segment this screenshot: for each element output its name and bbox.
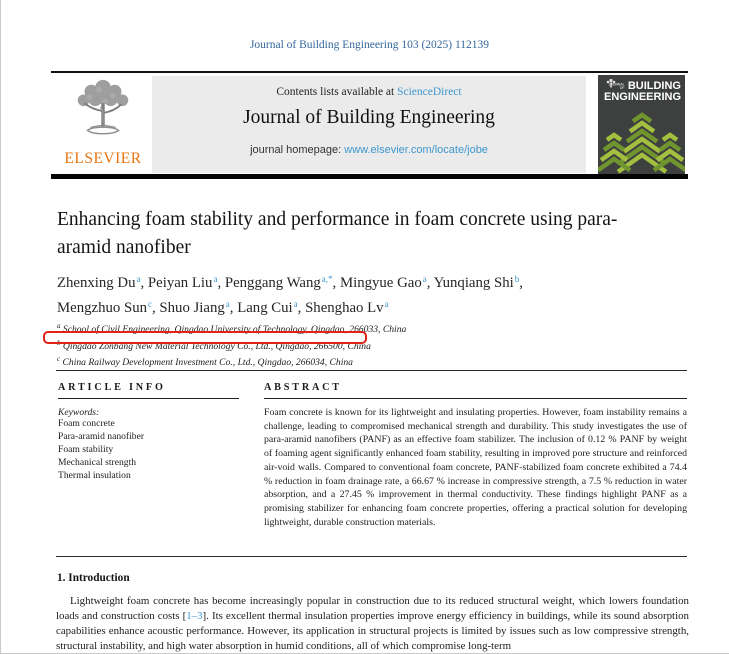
journal-cover-thumbnail[interactable]	[598, 75, 685, 177]
article-info-column	[58, 382, 250, 483]
affiliation-superscript: b	[57, 338, 61, 347]
section-divider-bottom	[56, 556, 687, 557]
author-name: Peiyan Liu	[147, 275, 213, 291]
introduction-text-after: ]. Its excellent thermal insulation properties improve energy efficiency in buildings, while its sound absorption capabilities enhance acoustic performance. However, its application in structural projects is limited by issues such as low compressive strength, structural instability, and high water absorption in humid conditions, all of which compromise long-term	[56, 610, 689, 653]
keywords-label: Keywords:	[58, 407, 100, 418]
author	[237, 300, 305, 316]
cover-journal-of-line1: JOURNAL	[608, 82, 625, 87]
affiliations	[57, 320, 637, 370]
elsevier-tree-icon	[69, 76, 137, 144]
author-affiliation-superscript[interactable]: a	[136, 274, 141, 284]
affiliation-text: Qingdao Zonbang New Material Technology Co., Ltd., Qingdao, 266500, China	[62, 340, 371, 352]
author-name: Mengzhuo Sun	[57, 300, 148, 316]
keyword: Para-aramid nanofiber	[58, 430, 145, 442]
author-affiliation-superscript[interactable]: c	[148, 299, 153, 309]
author-name: Penggang Wang	[224, 275, 321, 291]
homepage-line	[152, 144, 586, 156]
author	[148, 275, 225, 291]
author-affiliation-superscript[interactable]: a	[384, 299, 389, 309]
reference-link[interactable]: 1–3	[186, 610, 203, 623]
abstract-text: Foam concrete is known for its lightweight and insulating properties. However, foam instability remains a challenge, leading to compromised mechanical strength and durability. This study investigates the use of para-aramid nanofibers (PANF) as an effective foam stabilizer. The inclusion of 0.12 % PANF by weight of foaming agent significantly enhanced foam stability, resulting in improved pore structure and reinforced air-void walls. Compared to conventional foam concrete, PANF-stabilized foam concrete exhibited a 74.4 % reduction in foam drainage rate, a 66.67 % increase in compressive strength, a 7.5 % reduction in water absorption, and a 27.45 % improvement in thermal conductivity. These findings highlight PANF as a promising stabilizer for enhancing foam concrete properties, offering a practical solution for developing lightweight, durable construction materials.	[264, 407, 687, 528]
abstract-heading: ABSTRACT	[264, 382, 342, 393]
cover-art	[598, 75, 685, 177]
article-info-heading-rule	[58, 398, 239, 399]
article-title: Enhancing foam stability and performance in foam concrete using para-aramid nanofiber	[57, 209, 618, 258]
article-info-heading: ARTICLE INFO	[58, 382, 166, 393]
author-name: Shuo Jiang	[159, 300, 225, 316]
affiliation-text: China Railway Development Investment Co., Ltd., Qingdao, 266034, China	[62, 357, 353, 368]
cover-title-line2: ENGINEERING	[603, 91, 681, 103]
author	[225, 275, 340, 291]
header-divider-bar	[51, 174, 688, 179]
affiliation-superscript: a	[57, 322, 61, 330]
header-top-rule	[51, 71, 688, 73]
journal-citation: Journal of Building Engineering 103 (2025) 112139	[249, 39, 490, 51]
affiliation-line	[57, 337, 637, 354]
affiliation-line	[57, 353, 637, 370]
sciencedirect-link[interactable]: ScienceDirect	[397, 86, 462, 98]
keywords-list	[58, 418, 250, 483]
abstract-heading-rule	[264, 398, 687, 399]
introduction-paragraph	[56, 594, 689, 654]
author-affiliation-superscript[interactable]: a	[422, 274, 427, 284]
author-name: Zhenxing Du	[57, 275, 136, 291]
author-name: Mingyue Gao	[339, 275, 422, 291]
author-affiliation-superscript[interactable]: a	[225, 299, 230, 309]
author	[340, 275, 434, 291]
author-name: Yunqiang Shi	[433, 275, 514, 291]
author-affiliation-superscript[interactable]: a	[213, 274, 218, 284]
author	[57, 275, 148, 291]
author	[159, 300, 237, 316]
author	[305, 300, 389, 316]
elsevier-wordmark: ELSEVIER	[64, 150, 142, 167]
author-affiliation-superscript[interactable]: a,*	[321, 274, 333, 284]
contents-line	[152, 76, 586, 98]
keyword: Foam concrete	[58, 418, 115, 429]
masthead-box	[152, 76, 586, 173]
homepage-link[interactable]: www.elsevier.com/locate/jobe	[344, 144, 488, 156]
elsevier-logo[interactable]	[57, 76, 149, 168]
authors-line	[57, 269, 557, 319]
keyword: Mechanical strength	[58, 456, 137, 468]
author	[57, 300, 159, 316]
introduction-heading: 1. Introduction	[57, 572, 130, 584]
author	[434, 275, 523, 291]
keyword: Foam stability	[58, 443, 114, 455]
cover-journal-of-line2: OF	[619, 86, 625, 91]
homepage-prefix: journal homepage:	[250, 144, 345, 156]
affiliation-line	[57, 320, 637, 337]
section-divider-top	[56, 370, 687, 371]
abstract-column	[264, 382, 687, 529]
masthead-journal-title: Journal of Building Engineering	[243, 107, 495, 128]
cover-title-line1: BUILDING	[627, 80, 681, 92]
contents-prefix: Contents lists available at	[276, 86, 398, 98]
author-affiliation-superscript[interactable]: b	[514, 274, 520, 284]
affiliation-text: School of Civil Engineering, Qingdao University of Technology, Qingdao, 266033, China	[62, 324, 407, 335]
author-name: Shenghao Lv	[305, 300, 384, 316]
author-name: Lang Cui	[237, 300, 293, 316]
introduction-text-before: Lightweight foam concrete has become increasingly popular in construction due to its reduced structural weight, which lowers foundation loads and construction costs [	[56, 595, 689, 623]
keyword: Thermal insulation	[58, 469, 131, 481]
author-affiliation-superscript[interactable]: a	[293, 299, 298, 309]
affiliation-superscript: c	[57, 355, 61, 363]
